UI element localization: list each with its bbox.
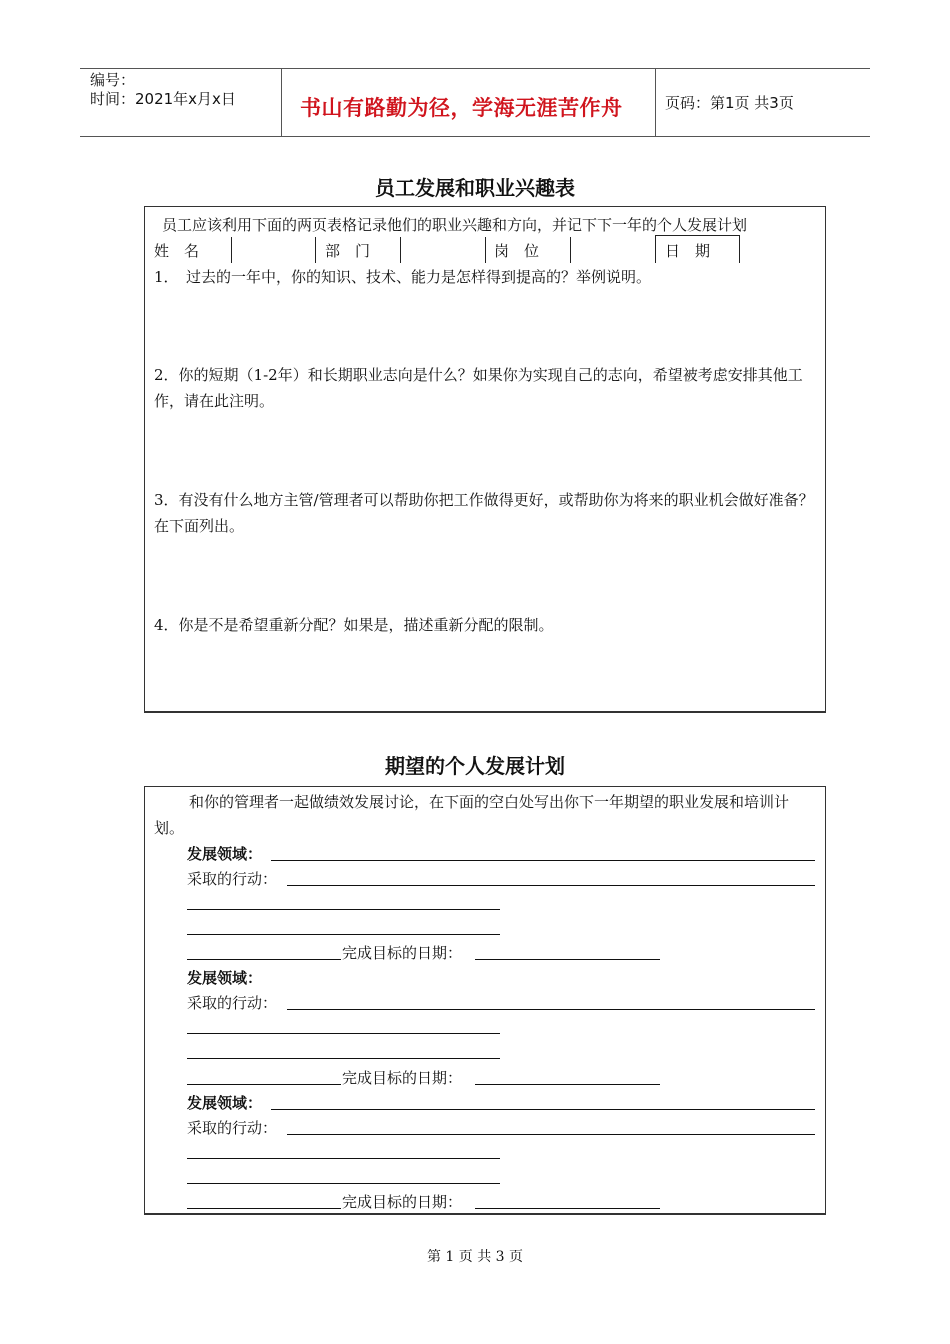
header-motto: 书山有路勤为径，学海无涯苦作舟: [300, 96, 623, 120]
action-label: 采取的行动：: [187, 1119, 278, 1137]
header-page-info: 页码：第1页 共3页: [665, 94, 794, 112]
field-separator: [655, 235, 656, 263]
target-date-line[interactable]: [475, 959, 660, 960]
field-separator: [739, 235, 740, 263]
action-line[interactable]: [187, 1208, 341, 1209]
header-bottom-rule: [80, 136, 870, 137]
target-date-line[interactable]: [475, 1208, 660, 1209]
question-2: 2．你的短期（1-2年）和长期职业志向是什么？如果你为实现自己的志向，希望被考虑安排其他工作，请在此注明。: [154, 366, 803, 410]
action-line[interactable]: [187, 1158, 500, 1159]
field-position-label: 岗 位: [494, 242, 540, 260]
target-date-label: 完成目标的日期：: [342, 1069, 463, 1087]
date-field-top-rule: [655, 235, 739, 236]
target-date-label: 完成目标的日期：: [342, 1193, 463, 1211]
action-line[interactable]: [187, 909, 500, 910]
target-date-line[interactable]: [475, 1084, 660, 1085]
career-interest-form: [144, 206, 826, 713]
development-plan-form: [144, 786, 826, 1215]
action-line[interactable]: [187, 1084, 341, 1085]
development-area-label: 发展领域：: [187, 969, 263, 987]
action-line[interactable]: [187, 934, 500, 935]
action-line[interactable]: [187, 959, 341, 960]
field-department-label: 部 门: [325, 242, 371, 260]
question-1: 1． 过去的一年中，你的知识、技术、能力是怎样得到提高的？举例说明。: [154, 268, 652, 286]
field-name-label: 姓 名: [154, 242, 200, 260]
form2-intro: 和你的管理者一起做绩效发展讨论，在下面的空白处写出你下一年期望的职业发展和培训计划。: [154, 793, 790, 837]
field-separator: [231, 237, 232, 263]
action-line[interactable]: [187, 1033, 500, 1034]
form2-title: 期望的个人发展计划: [385, 754, 565, 778]
action-label: 采取的行动：: [187, 870, 278, 888]
field-separator: [315, 237, 316, 263]
question-3: 3．有没有什么地方主管/管理者可以帮助你把工作做得更好，或帮助你为将来的职业机会做好准备？在下面列出。: [154, 491, 814, 535]
header-divider: [281, 68, 282, 136]
development-area-line[interactable]: [271, 860, 815, 861]
field-date-label: 日 期: [665, 242, 711, 260]
page-footer: 第 1 页 共 3 页: [426, 1249, 524, 1265]
action-line[interactable]: [287, 1134, 815, 1135]
header-divider: [655, 68, 656, 136]
document-number-label: 编号：: [90, 71, 136, 89]
action-line[interactable]: [287, 885, 815, 886]
development-area-label: 发展领域：: [187, 1094, 263, 1112]
form1-intro: 员工应该利用下面的两页表格记录他们的职业兴趣和方向，并记下下一年的个人发展计划: [162, 216, 748, 234]
development-area-line[interactable]: [271, 1109, 815, 1110]
header-top-rule: [80, 68, 870, 69]
action-line[interactable]: [187, 1058, 500, 1059]
target-date-label: 完成目标的日期：: [342, 944, 463, 962]
field-separator: [485, 237, 486, 263]
question-4: 4．你是不是希望重新分配？如果是，描述重新分配的限制。: [154, 616, 554, 634]
action-line[interactable]: [287, 1009, 815, 1010]
development-area-label: 发展领域：: [187, 845, 263, 863]
field-separator: [570, 237, 571, 263]
document-time: 时间：2021年x月x日: [90, 90, 236, 108]
field-separator: [400, 237, 401, 263]
action-label: 采取的行动：: [187, 994, 278, 1012]
action-line[interactable]: [187, 1183, 500, 1184]
form1-title: 员工发展和职业兴趣表: [375, 176, 575, 200]
